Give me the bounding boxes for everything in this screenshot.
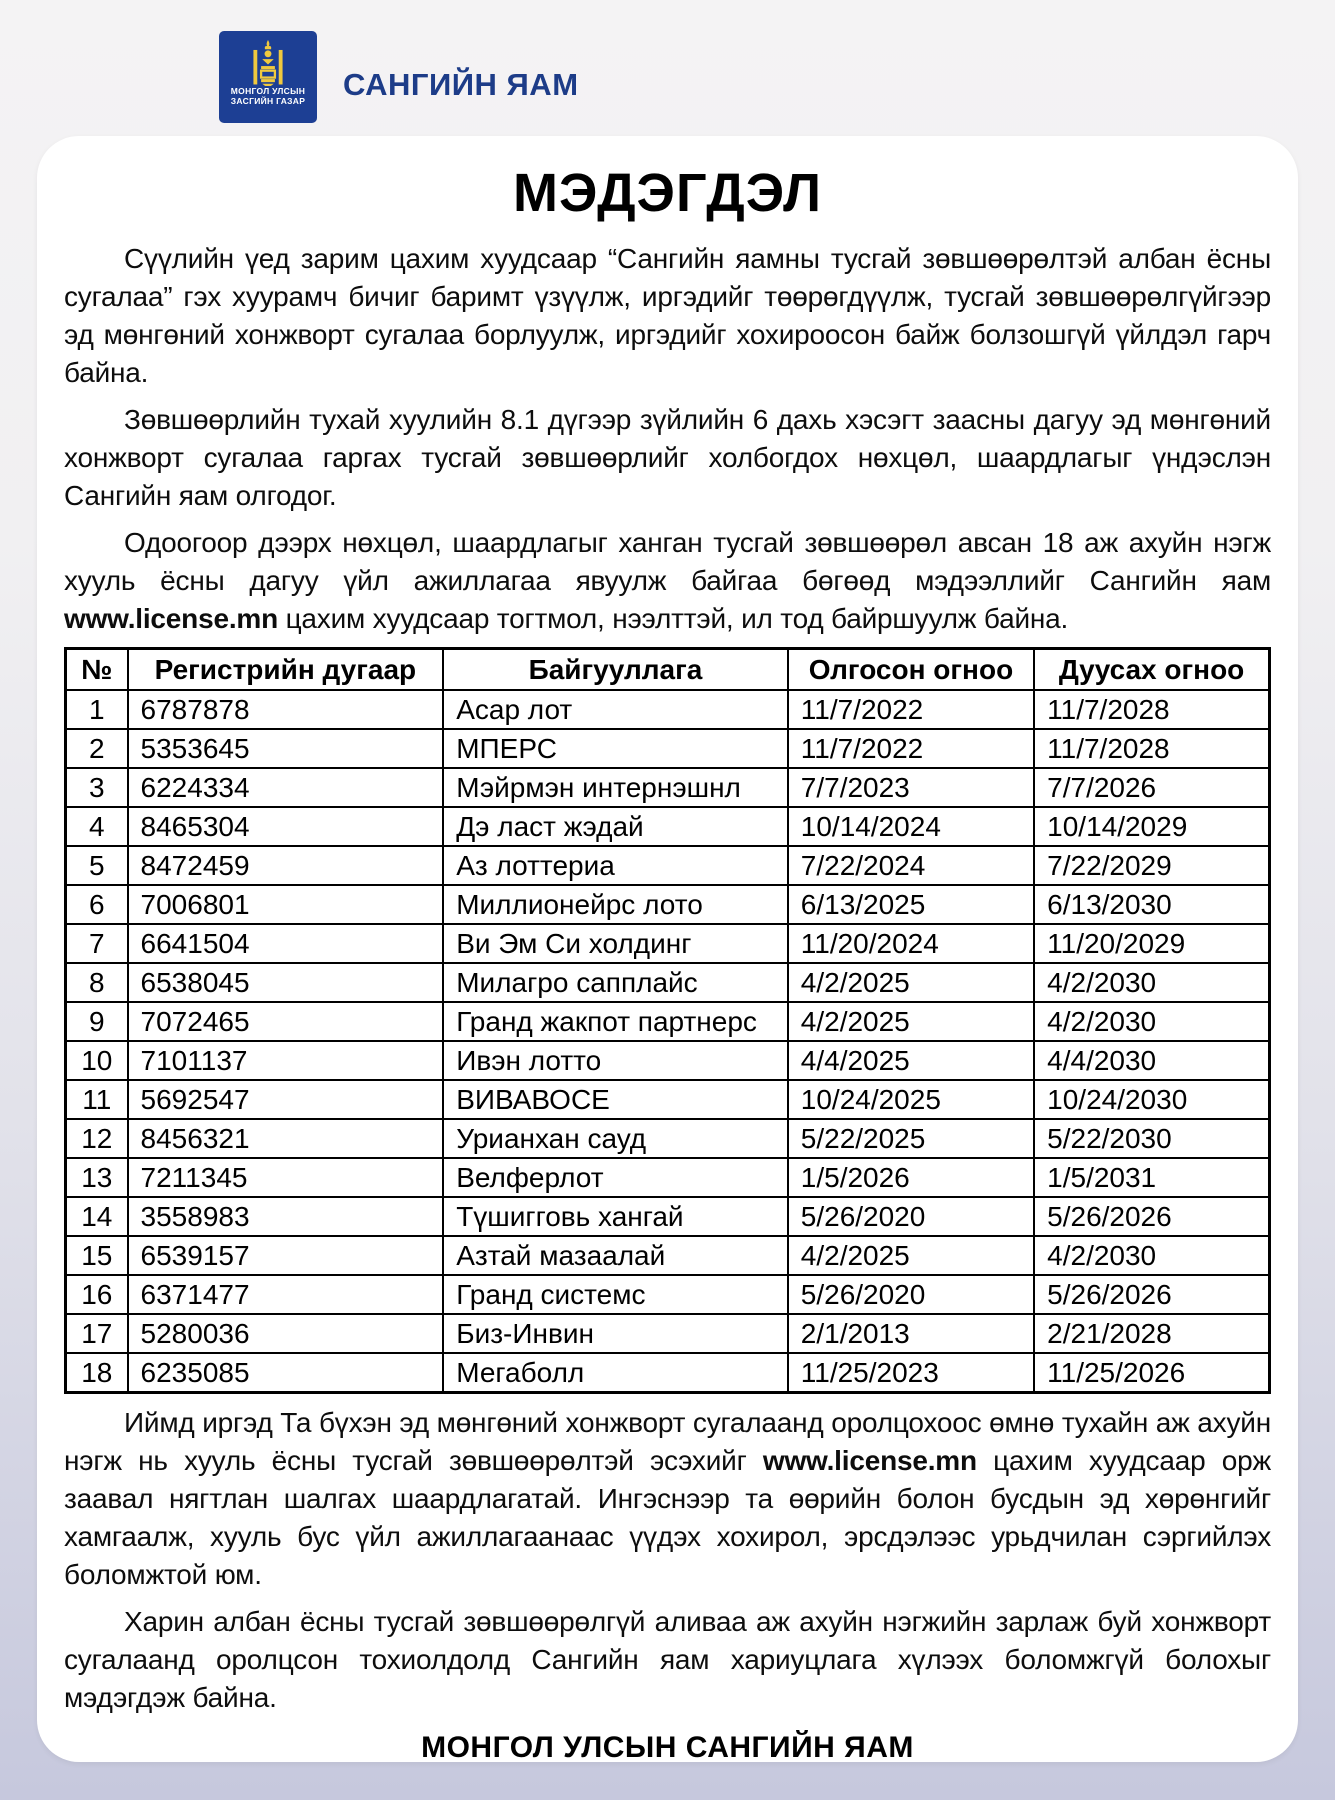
column-header: № xyxy=(66,649,128,691)
registry-number: 6641504 xyxy=(128,924,444,963)
table-row xyxy=(66,924,1270,963)
row-number: 2 xyxy=(66,729,128,768)
organization-name: Миллионейрс лото xyxy=(443,885,788,924)
closing-paragraphs xyxy=(64,1404,1271,1717)
row-number: 15 xyxy=(66,1236,128,1275)
issued-date: 2/1/2013 xyxy=(788,1314,1034,1353)
table-row xyxy=(66,1119,1270,1158)
registry-number: 6787878 xyxy=(128,690,444,729)
row-number: 6 xyxy=(66,885,128,924)
expiry-date: 10/14/2029 xyxy=(1034,807,1269,846)
table-row xyxy=(66,1236,1270,1275)
registry-number: 6371477 xyxy=(128,1275,444,1314)
organization-name: Түшигговь хангай xyxy=(443,1197,788,1236)
table-row xyxy=(66,846,1270,885)
registry-number: 8456321 xyxy=(128,1119,444,1158)
expiry-date: 11/7/2028 xyxy=(1034,690,1269,729)
table-row xyxy=(66,963,1270,1002)
issued-date: 11/20/2024 xyxy=(788,924,1034,963)
expiry-date: 11/25/2026 xyxy=(1034,1353,1269,1393)
letterhead xyxy=(0,0,1335,136)
registry-number: 3558983 xyxy=(128,1197,444,1236)
organization-name: Асар лот xyxy=(443,690,788,729)
organization-name: Милагро сапплайс xyxy=(443,963,788,1002)
organization-name: Урианхан сауд xyxy=(443,1119,788,1158)
ministry-name: САНГИЙН ЯАМ xyxy=(343,67,579,102)
table-row xyxy=(66,1158,1270,1197)
organization-name: Аз лоттериа xyxy=(443,846,788,885)
column-header: Байгууллага xyxy=(443,649,788,691)
registry-number: 7101137 xyxy=(128,1041,444,1080)
column-header: Олгосон огноо xyxy=(788,649,1034,691)
table-row xyxy=(66,1002,1270,1041)
issued-date: 11/7/2022 xyxy=(788,729,1034,768)
expiry-date: 5/22/2030 xyxy=(1034,1119,1269,1158)
soyombo-icon xyxy=(251,40,285,86)
expiry-date: 10/24/2030 xyxy=(1034,1080,1269,1119)
expiry-date: 6/13/2030 xyxy=(1034,885,1269,924)
issued-date: 5/26/2020 xyxy=(788,1275,1034,1314)
organization-name: Мегаболл xyxy=(443,1353,788,1393)
issued-date: 1/5/2026 xyxy=(788,1158,1034,1197)
registry-number: 6538045 xyxy=(128,963,444,1002)
issued-date: 4/2/2025 xyxy=(788,963,1034,1002)
row-number: 16 xyxy=(66,1275,128,1314)
issued-date: 5/22/2025 xyxy=(788,1119,1034,1158)
issued-date: 4/2/2025 xyxy=(788,1002,1034,1041)
table-row xyxy=(66,1080,1270,1119)
row-number: 5 xyxy=(66,846,128,885)
registry-number: 7006801 xyxy=(128,885,444,924)
issued-date: 10/24/2025 xyxy=(788,1080,1034,1119)
registry-number: 5692547 xyxy=(128,1080,444,1119)
registry-number: 6235085 xyxy=(128,1353,444,1393)
notice-card xyxy=(37,136,1298,1762)
paragraph: Иймд иргэд Та бүхэн эд мөнгөний хонжворт сугалаанд оролцохоос өмнө тухайн аж ахуйн нэгж нь хууль ёсны тусгай зөвшөөрөлтэй эсэхийг www.license.mn цахим хуудсаар орж заавал нягтлан шалгах шаардлагатай. Ингэснээр та өөрийн болон бусдын эд хөрөнгийг хамгаалж, хууль бус үйл ажиллагаанаас үүдэх хохирол, эрсдэлээс урьдчилан сэргийлэх боломжтой юм. xyxy=(64,1407,1271,1590)
organization-name: Мэйрмэн интернэшнл xyxy=(443,768,788,807)
issued-date: 11/25/2023 xyxy=(788,1353,1034,1393)
expiry-date: 5/26/2026 xyxy=(1034,1275,1269,1314)
row-number: 7 xyxy=(66,924,128,963)
logo-text-line1: МОНГОЛ УЛСЫН xyxy=(230,86,306,96)
row-number: 1 xyxy=(66,690,128,729)
table-row xyxy=(66,768,1270,807)
registry-number: 7211345 xyxy=(128,1158,444,1197)
row-number: 12 xyxy=(66,1119,128,1158)
issued-date: 11/7/2022 xyxy=(788,690,1034,729)
registry-number: 5280036 xyxy=(128,1314,444,1353)
organization-name: Азтай мазаалай xyxy=(443,1236,788,1275)
issued-date: 10/14/2024 xyxy=(788,807,1034,846)
registry-number: 8472459 xyxy=(128,846,444,885)
expiry-date: 5/26/2026 xyxy=(1034,1197,1269,1236)
intro-paragraphs xyxy=(64,240,1271,638)
expiry-date: 2/21/2028 xyxy=(1034,1314,1269,1353)
expiry-date: 4/2/2030 xyxy=(1034,963,1269,1002)
organization-name: Биз-Инвин xyxy=(443,1314,788,1353)
page-title: МЭДЭГДЭЛ xyxy=(513,163,822,223)
expiry-date: 7/22/2029 xyxy=(1034,846,1269,885)
row-number: 10 xyxy=(66,1041,128,1080)
row-number: 17 xyxy=(66,1314,128,1353)
paragraph: Сүүлийн үед зарим цахим хуудсаар “Сангийн яамны тусгай зөвшөөрөлтэй албан ёсны сугалаа” гэх хуурамч бичиг баримт үзүүлж, иргэдийг төөрөгдүүлж, тусгай зөвшөөрөлгүйгээр эд мөнгөний хонжворт сугалаа борлуулж, иргэдийг хохироосон байж болзошгүй үйлдэл гарч байна. xyxy=(64,243,1271,388)
registry-number: 7072465 xyxy=(128,1002,444,1041)
registry-number: 5353645 xyxy=(128,729,444,768)
row-number: 14 xyxy=(66,1197,128,1236)
paragraph: Одоогоор дээрх нөхцөл, шаардлагыг ханган тусгай зөвшөөрөл авсан 18 аж ахуйн нэгж хууль ёсны дагуу үйл ажиллагаа явуулж байгаа бөгөөд мэдээллийг Сангийн яам www.license.mn цахим хуудсаар тогтмол, нээлттэй, ил тод байршуулж байна. xyxy=(64,527,1271,634)
table-row xyxy=(66,1314,1270,1353)
paragraph: Харин албан ёсны тусгай зөвшөөрөлгүй аливаа аж ахуйн нэгжийн зарлаж буй хонжворт сугалаанд оролцсон тохиолдолд Сангийн яам хариуцлага хүлээх боломжгүй болохыг мэдэгдэж байна. xyxy=(64,1606,1271,1713)
issued-date: 6/13/2025 xyxy=(788,885,1034,924)
issued-date: 5/26/2020 xyxy=(788,1197,1034,1236)
organization-name: Велферлот xyxy=(443,1158,788,1197)
organization-name: Дэ ласт жэдай xyxy=(443,807,788,846)
issued-date: 7/7/2023 xyxy=(788,768,1034,807)
issued-date: 4/2/2025 xyxy=(788,1236,1034,1275)
logo-text-line2: ЗАСГИЙН ГАЗАР xyxy=(230,96,306,106)
expiry-date: 4/4/2030 xyxy=(1034,1041,1269,1080)
table-row xyxy=(66,729,1270,768)
issued-date: 4/4/2025 xyxy=(788,1041,1034,1080)
government-logo xyxy=(219,31,317,123)
row-number: 13 xyxy=(66,1158,128,1197)
row-number: 3 xyxy=(66,768,128,807)
expiry-date: 7/7/2026 xyxy=(1034,768,1269,807)
organization-name: Гранд системс xyxy=(443,1275,788,1314)
registry-number: 6539157 xyxy=(128,1236,444,1275)
row-number: 4 xyxy=(66,807,128,846)
table-row xyxy=(66,807,1270,846)
registry-number: 8465304 xyxy=(128,807,444,846)
issued-date: 7/22/2024 xyxy=(788,846,1034,885)
expiry-date: 4/2/2030 xyxy=(1034,1236,1269,1275)
column-header: Регистрийн дугаар xyxy=(128,649,444,691)
table-row xyxy=(66,690,1270,729)
table-row xyxy=(66,1353,1270,1393)
row-number: 11 xyxy=(66,1080,128,1119)
registry-number: 6224334 xyxy=(128,768,444,807)
signature-line: МОНГОЛ УЛСЫН САНГИЙН ЯАМ xyxy=(421,1731,914,1764)
table-row xyxy=(66,1197,1270,1236)
paragraph: Зөвшөөрлийн тухай хуулийн 8.1 дүгээр зүйлийн 6 дахь хэсэгт заасны дагуу эд мөнгөний хонжворт сугалаа гаргах тусгай зөвшөөрлийг холбогдох нөхцөл, шаардлагыг үндэслэн Сангийн яам олгодог. xyxy=(64,404,1271,511)
organization-name: Ивэн лотто xyxy=(443,1041,788,1080)
row-number: 8 xyxy=(66,963,128,1002)
expiry-date: 11/7/2028 xyxy=(1034,729,1269,768)
table-row xyxy=(66,1275,1270,1314)
expiry-date: 11/20/2029 xyxy=(1034,924,1269,963)
table-row xyxy=(66,1041,1270,1080)
expiry-date: 4/2/2030 xyxy=(1034,1002,1269,1041)
organization-name: Гранд жакпот партнерс xyxy=(443,1002,788,1041)
expiry-date: 1/5/2031 xyxy=(1034,1158,1269,1197)
row-number: 18 xyxy=(66,1353,128,1393)
table-header-row xyxy=(66,649,1270,691)
organization-name: Ви Эм Си холдинг xyxy=(443,924,788,963)
table-row xyxy=(66,885,1270,924)
table-body xyxy=(66,690,1270,1393)
column-header: Дуусах огноо xyxy=(1034,649,1269,691)
organization-name: ВИВАВОСЕ xyxy=(443,1080,788,1119)
license-table xyxy=(64,647,1271,1394)
organization-name: МПЕРС xyxy=(443,729,788,768)
row-number: 9 xyxy=(66,1002,128,1041)
